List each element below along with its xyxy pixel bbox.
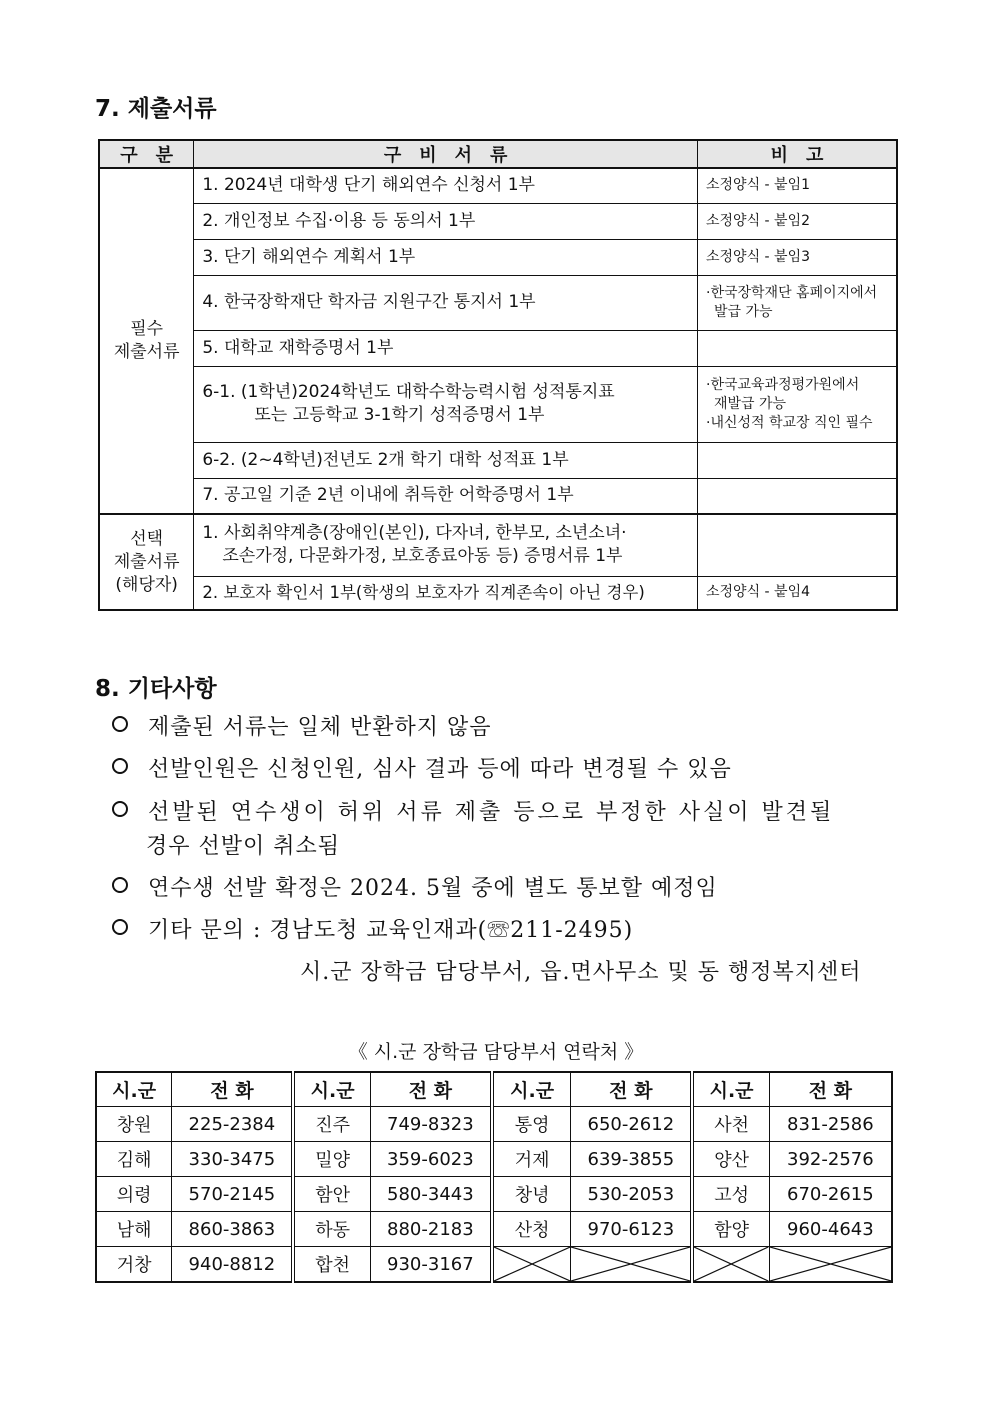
city-cell: 사천 [692,1107,769,1142]
note-line: 발급 가능 [714,303,773,320]
document-item: 1. 2024년 대학생 단기 해외연수 신청서 1부 [194,168,698,203]
list-item [110,752,732,783]
header-category: 구 분 [99,140,194,168]
section-7-title: 7. 제출서류 [95,96,217,122]
city-cell: 거창 [96,1247,172,1283]
bullet-text: 경우 선발이 취소됨 [146,834,341,859]
empty-crossed-cell [571,1247,693,1283]
phone-cell: 639-3855 [571,1142,693,1177]
list-item [110,913,633,944]
document-item: 3. 단기 해외연수 계획서 1부 [194,239,698,275]
bullet-text: 제출된 서류는 일체 반환하지 않음 [148,715,492,740]
city-cell: 김해 [96,1142,172,1177]
document-note: 소정양식 - 붙임2 [698,203,898,239]
phone-cell: 580-3443 [370,1177,492,1212]
documents-table [98,139,898,611]
document-item: 6-2. (2~4학년)전년도 2개 학기 대학 성적표 1부 [194,442,698,478]
table-row [99,576,897,610]
header-note: 비 고 [698,140,898,168]
city-cell: 통영 [492,1107,571,1142]
phone-cell: 570-2145 [172,1177,294,1212]
header-city: 시.군 [96,1072,172,1107]
table-row [99,275,897,330]
table-row [99,442,897,478]
table-row [99,239,897,275]
phone-cell: 330-3475 [172,1142,294,1177]
phone-cell: 749-8323 [370,1107,492,1142]
phone-cell: 860-3863 [172,1212,294,1247]
phone-cell: 225-2384 [172,1107,294,1142]
phone-cell: 530-2053 [571,1177,693,1212]
item-line: 6-1. (1학년)2024학년도 대학수학능력시험 성적통지표 [202,382,615,402]
circle-bullet-icon [112,877,128,893]
table-row [96,1142,892,1177]
circle-bullet-icon [112,758,128,774]
table-row [99,330,897,366]
phone-cell: 930-3167 [370,1247,492,1283]
table-row [99,366,897,442]
contacts-table [95,1071,893,1283]
table-row [99,478,897,514]
city-cell: 합천 [293,1247,370,1283]
documents-table-header [99,140,897,168]
optional-label-line1: 선택 [130,528,164,549]
table-row [96,1247,892,1283]
header-documents: 구 비 서 류 [194,140,698,168]
phone-cell: 940-8812 [172,1247,294,1283]
header-phone: 전 화 [370,1072,492,1107]
required-category [99,168,194,514]
contacts-caption: 《 시.군 장학금 담당부서 연락처 》 [348,1041,644,1063]
required-label-line2: 제출서류 [113,342,180,362]
phone-cell: 960-4643 [769,1212,892,1247]
contacts-header-row [96,1072,892,1107]
optional-label-line3: (해당자) [115,574,178,595]
phone-cell: 831-2586 [769,1107,892,1142]
note-line: ·내신성적 학교장 직인 필수 [706,414,873,431]
section-8-title: 8. 기타사항 [95,676,217,702]
bullet-text: 선발된 연수생이 허위 서류 제출 등으로 부정한 사실이 발견될 [148,800,835,825]
bullet-text: 시.군 장학금 담당부서, 읍.면사무소 및 동 행정복지센터 [300,960,862,985]
city-cell: 창녕 [492,1177,571,1212]
header-phone: 전 화 [571,1072,693,1107]
note-line: ·한국교육과정평가원에서 [706,376,860,393]
document-item: 5. 대학교 재학증명서 1부 [194,330,698,366]
document-note: 소정양식 - 붙임4 [698,576,898,610]
document-note [698,330,898,366]
city-cell: 남해 [96,1212,172,1247]
city-cell: 진주 [293,1107,370,1142]
document-note [698,275,898,330]
list-item [110,871,718,902]
city-cell: 산청 [492,1212,571,1247]
header-city: 시.군 [293,1072,370,1107]
document-item: 4. 한국장학재단 학자금 지원구간 통지서 1부 [194,275,698,330]
city-cell: 밀양 [293,1142,370,1177]
circle-bullet-icon [112,716,128,732]
phone-cell: 392-2576 [769,1142,892,1177]
city-cell: 함안 [293,1177,370,1212]
phone-cell: 650-2612 [571,1107,693,1142]
bullet-text: 선발인원은 신청인원, 심사 결과 등에 따라 변경될 수 있음 [148,757,732,782]
city-cell: 하동 [293,1212,370,1247]
header-city: 시.군 [692,1072,769,1107]
document-item: 2. 보호자 확인서 1부(학생의 보호자가 직계존속이 아닌 경우) [194,576,698,610]
header-city: 시.군 [492,1072,571,1107]
header-phone: 전 화 [172,1072,294,1107]
phone-cell: 670-2615 [769,1177,892,1212]
required-label-line1: 필수 [130,319,164,339]
city-cell: 함양 [692,1212,769,1247]
phone-cell: 970-6123 [571,1212,693,1247]
item-line: 조손가정, 다문화가정, 보호종료아동 등) 증명서류 1부 [222,546,623,567]
document-item [194,366,698,442]
document-note [698,366,898,442]
document-note [698,442,898,478]
list-item [110,710,492,741]
list-item-continuation [300,955,861,986]
header-phone: 전 화 [769,1072,892,1107]
optional-label-line2: 제출서류 [113,551,180,572]
table-row [99,514,897,576]
document-note [698,478,898,514]
table-row [96,1177,892,1212]
city-cell: 거제 [492,1142,571,1177]
city-cell: 고성 [692,1177,769,1212]
city-cell: 의령 [96,1177,172,1212]
item-line: 또는 고등학교 3-1학기 성적증명서 1부 [254,405,545,425]
bullet-text: 기타 문의 : 경남도청 교육인재과(☏211-2495) [148,918,634,943]
bullet-text: 연수생 선발 확정은 2024. 5월 중에 별도 통보할 예정임 [148,876,718,901]
note-line: ·한국장학재단 홈페이지에서 [706,284,878,301]
document-item [194,514,698,576]
table-row [96,1107,892,1142]
phone-cell: 880-2183 [370,1212,492,1247]
table-row [96,1212,892,1247]
list-item-continuation [146,829,340,860]
circle-bullet-icon [112,801,128,817]
document-item: 2. 개인정보 수집·이용 등 동의서 1부 [194,203,698,239]
document-item: 7. 공고일 기준 2년 이내에 취득한 어학증명서 1부 [194,478,698,514]
item-line: 1. 사회취약계층(장애인(본인), 다자녀, 한부모, 소년소녀· [202,523,627,544]
phone-cell: 359-6023 [370,1142,492,1177]
empty-crossed-cell [492,1247,571,1283]
table-row [99,168,897,203]
document-note: 소정양식 - 붙임1 [698,168,898,203]
empty-crossed-cell [769,1247,892,1283]
empty-crossed-cell [692,1247,769,1283]
note-line: 재발급 가능 [714,395,787,412]
list-item [110,795,834,826]
city-cell: 창원 [96,1107,172,1142]
document-note [698,514,898,576]
city-cell: 양산 [692,1142,769,1177]
optional-category [99,514,194,610]
document-note: 소정양식 - 붙임3 [698,239,898,275]
circle-bullet-icon [112,919,128,935]
table-row [99,203,897,239]
